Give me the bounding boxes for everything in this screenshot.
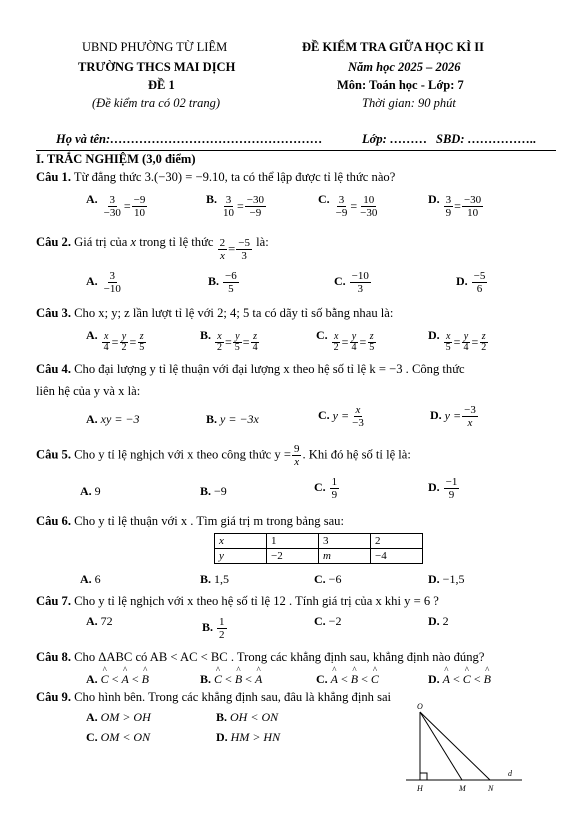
table-cell: −4	[371, 549, 423, 564]
class-field: Lớp: ………	[362, 132, 428, 146]
question-2: Câu 2. Giá trị của x trong tỉ lệ thức $\frac{2}{x}$ = $\frac{-5}{3}$ là:	[36, 235, 269, 262]
q5-option-b[interactable]: B. −9	[200, 484, 227, 498]
q4-option-c[interactable]: C. y = $\frac{x}{-3}$	[318, 404, 364, 429]
q3-option-c[interactable]: C. $\frac{x}{2}$ = $\frac{y}{4}$ = $\frac{z}{5}$	[316, 328, 375, 353]
page-count-note: (Đề kiểm tra có 02 trang)	[92, 96, 221, 110]
label-d: d	[508, 769, 512, 778]
table-cell: 3	[319, 534, 371, 549]
q8-option-d[interactable]: D.^ A < ^ C < ^ B	[428, 672, 491, 687]
q9-option-a[interactable]: A. OM > OH	[86, 710, 151, 724]
segment-on	[420, 712, 490, 780]
label-o: O	[417, 702, 423, 711]
question-9: Câu 9. Cho hình bên. Trong các khẳng định sau, đâu là khẳng định sai	[36, 690, 392, 704]
question-4-cont: liên hệ của y và x là:	[36, 384, 141, 398]
duration: Thời gian: 90 phút	[362, 96, 456, 110]
department-name: UBND PHƯỜNG TỪ LIÊM	[82, 40, 228, 54]
q7-option-b[interactable]: B. $\frac{1}{2}$	[202, 616, 225, 641]
label-h: H	[417, 784, 423, 793]
q8-option-c[interactable]: C.^ A < ^ B < ^ C	[316, 672, 379, 687]
table-cell: m	[319, 549, 371, 564]
q9-option-d[interactable]: D. HM > HN	[216, 730, 281, 744]
table-cell: −2	[267, 549, 319, 564]
q4-option-b[interactable]: B. y = −3x	[206, 412, 259, 426]
section-title: I. TRẮC NGHIỆM (3,0 điểm)	[36, 152, 196, 166]
q8-option-a[interactable]: A.^ C < ^ A < ^ B	[86, 672, 149, 687]
sbd-field: SBD: ……………..	[436, 132, 537, 146]
q7-option-a[interactable]: A. 72	[86, 614, 113, 628]
q6-option-c[interactable]: C. −6	[314, 572, 342, 586]
table-row	[215, 534, 423, 549]
school-year: Năm học 2025 – 2026	[348, 60, 461, 74]
school-name: TRƯỜNG THCS MAI DỊCH	[78, 60, 236, 74]
q2-option-c[interactable]: C. $\frac{-10}{3}$	[334, 270, 369, 295]
q9-option-c[interactable]: C. OM < ON	[86, 730, 151, 744]
table-row	[215, 549, 423, 564]
q7-option-c[interactable]: C. −2	[314, 614, 342, 628]
value-table	[214, 533, 423, 564]
q1-option-a[interactable]: A. $\frac{3}{-30}$ = $\frac{-9}{10}$	[86, 192, 146, 219]
q3-option-d[interactable]: D. $\frac{x}{5}$ = $\frac{y}{4}$ = $\frac{z}{2}$	[428, 328, 487, 353]
q2-option-b[interactable]: B. $\frac{-6}{5}$	[208, 270, 237, 295]
q9-option-b[interactable]: B. OH < ON	[216, 710, 279, 724]
q5-option-d[interactable]: D. $\frac{-1}{9}$	[428, 476, 458, 501]
q8-option-b[interactable]: B.^ C < ^ B < ^ A	[200, 672, 262, 687]
q2-option-d[interactable]: D. $\frac{-5}{6}$	[456, 270, 486, 295]
exam-title: ĐỀ KIỂM TRA GIỮA HỌC KÌ II	[302, 40, 484, 54]
q1-option-d[interactable]: D. $\frac{3}{9}$ = $\frac{-30}{10}$	[428, 192, 482, 219]
q1-option-b[interactable]: B. $\frac{3}{10}$ = $\frac{-30}{-9}$	[206, 192, 265, 219]
q2-option-a[interactable]: A. $\frac{3}{-10}$	[86, 270, 121, 295]
geometry-figure	[400, 700, 530, 800]
q4-option-a[interactable]: A. xy = −3	[86, 412, 140, 426]
q5-option-c[interactable]: C. $\frac{1}{9}$	[314, 476, 338, 501]
table-cell: y	[215, 549, 267, 564]
q3-option-a[interactable]: A. $\frac{x}{4}$ = $\frac{y}{2}$ = $\frac{z}{5}$	[86, 328, 145, 353]
q6-option-a[interactable]: A. 6	[80, 572, 101, 586]
label-m: M	[459, 784, 466, 793]
q5-option-a[interactable]: A. 9	[80, 484, 101, 498]
q1-option-c[interactable]: C. $\frac{3}{-9}$ = $\frac{10}{-30}$	[318, 192, 378, 219]
q3-option-b[interactable]: B. $\frac{x}{2}$ = $\frac{y}{5}$ = $\frac{z}{4}$	[200, 328, 258, 353]
question-6: Câu 6. Cho y tỉ lệ thuận với x . Tìm giá trị m trong bảng sau:	[36, 514, 344, 528]
subject: Môn: Toán học - Lớp: 7	[337, 78, 464, 92]
label-n: N	[488, 784, 494, 793]
student-name-field: Họ và tên:……………………………………………	[56, 132, 323, 146]
question-8: Câu 8. Cho ΔABC có AB < AC < BC . Trong các khẳng định sau, khẳng định nào đúng?	[36, 650, 485, 664]
q4-option-d[interactable]: D. y = $\frac{-3}{x}$	[430, 404, 476, 429]
right-angle-mark	[420, 773, 427, 780]
q6-option-d[interactable]: D. −1,5	[428, 572, 465, 586]
divider	[36, 150, 556, 151]
question-5: Câu 5. Cho y tỉ lệ nghịch với x theo công thức y = $\frac{9}{x}$ . Khi đó hệ số tỉ lệ là:	[36, 443, 411, 468]
question-7: Câu 7. Cho y tỉ lệ nghịch với x theo hệ số tỉ lệ 12 . Tính giá trị của x khi y = 6 ?	[36, 594, 439, 608]
table-cell: 1	[267, 534, 319, 549]
table-cell: 2	[371, 534, 423, 549]
exam-code: ĐỀ 1	[148, 78, 175, 92]
q7-option-d[interactable]: D. 2	[428, 614, 449, 628]
question-3: Câu 3. Cho x; y; z lần lượt tỉ lệ với 2; 4; 5 ta có dãy tỉ số bằng nhau là:	[36, 306, 394, 320]
q6-option-b[interactable]: B. 1,5	[200, 572, 230, 586]
table-cell: x	[215, 534, 267, 549]
question-1: Câu 1. Từ đẳng thức 3.(−30) = −9.10, ta có thể lập được tỉ lệ thức nào?	[36, 170, 396, 184]
question-4: Câu 4. Cho đại lượng y tỉ lệ thuận với đại lượng x theo hệ số tỉ lệ k = −3 . Công thức	[36, 362, 465, 376]
